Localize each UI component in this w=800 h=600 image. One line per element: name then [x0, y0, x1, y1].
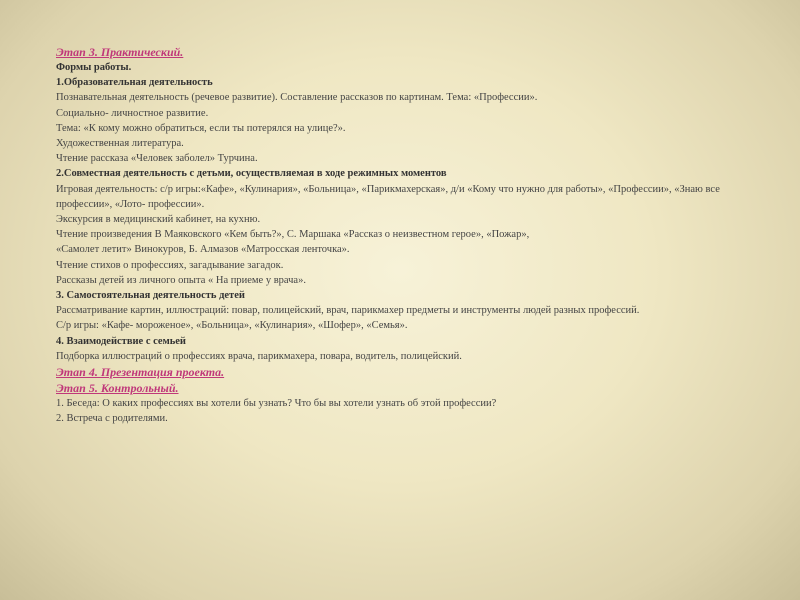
stage-4-heading: Этап 4. Презентация проекта.	[56, 365, 225, 380]
text-line: «Самолет летит» Винокуров, Б. Алмазов «Матросская ленточка».	[56, 244, 350, 256]
text-line: Игровая деятельность: с/р игры:«Кафе», «Кулинария», «Больница», «Парикмахерская», д/и «Кому что нужно для работы», «Профессии», «Знаю все профессии», «Лото- профессии».	[56, 183, 720, 210]
text-line: Чтение стихов о профессиях, загадывание загадок.	[56, 259, 284, 271]
text-line: 2. Встреча с родителями.	[56, 413, 168, 425]
section-4-heading: 4. Взаимодействие с семьей	[56, 335, 186, 347]
text-line: Социально- личностное развитие.	[56, 107, 209, 119]
text-line: Экскурсия в медицинский кабинет, на кухню.	[56, 214, 261, 226]
stage-3-heading: Этап 3. Практический.	[56, 45, 184, 59]
text-line: Чтение рассказа «Человек заболел» Турчина.	[56, 153, 258, 165]
text-line: Рассматривание картин, иллюстраций: повар, полицейский, врач, парикмахер предметы и инструменты людей разных профессий.	[56, 305, 640, 317]
text-line: Чтение произведения В Маяковского «Кем быть?», С. Маршака «Рассказ о неизвестном герое», «Пожар»,	[56, 229, 530, 241]
section-3-heading: 3. Самостоятельная деятельность детей	[56, 290, 245, 302]
stage-5-heading: Этап 5. Контрольный.	[56, 381, 179, 396]
text-line: 1. Беседа: О каких профессиях вы хотели бы узнать? Что бы вы хотели узнать об этой профессии?	[56, 398, 497, 410]
text-line: С/р игры: «Кафе- мороженое», «Больница», «Кулинария», «Шофер», «Семья».	[56, 320, 408, 332]
work-forms-heading: Формы работы.	[56, 62, 132, 73]
text-line: Рассказы детей из личного опыта « На приеме у врача».	[56, 274, 306, 286]
text-line: Познавательная деятельность (речевое развитие). Составление рассказов по картинам. Тема: «Профессии».	[56, 92, 538, 104]
text-line: Тема: «К кому можно обратиться, если ты потерялся на улице?».	[56, 122, 346, 134]
section-1-heading: 1.Образовательная деятельность	[56, 77, 213, 89]
text-line: Подборка иллюстраций о профессиях врача, парикмахера, повара, водитель, полицейский.	[56, 350, 462, 362]
section-2-heading: 2.Совместная деятельность с детьми, осуществляемая в ходе режимных моментов	[56, 168, 447, 180]
slide-text	[56, 44, 756, 426]
text-line: Художественная литература.	[56, 138, 184, 150]
